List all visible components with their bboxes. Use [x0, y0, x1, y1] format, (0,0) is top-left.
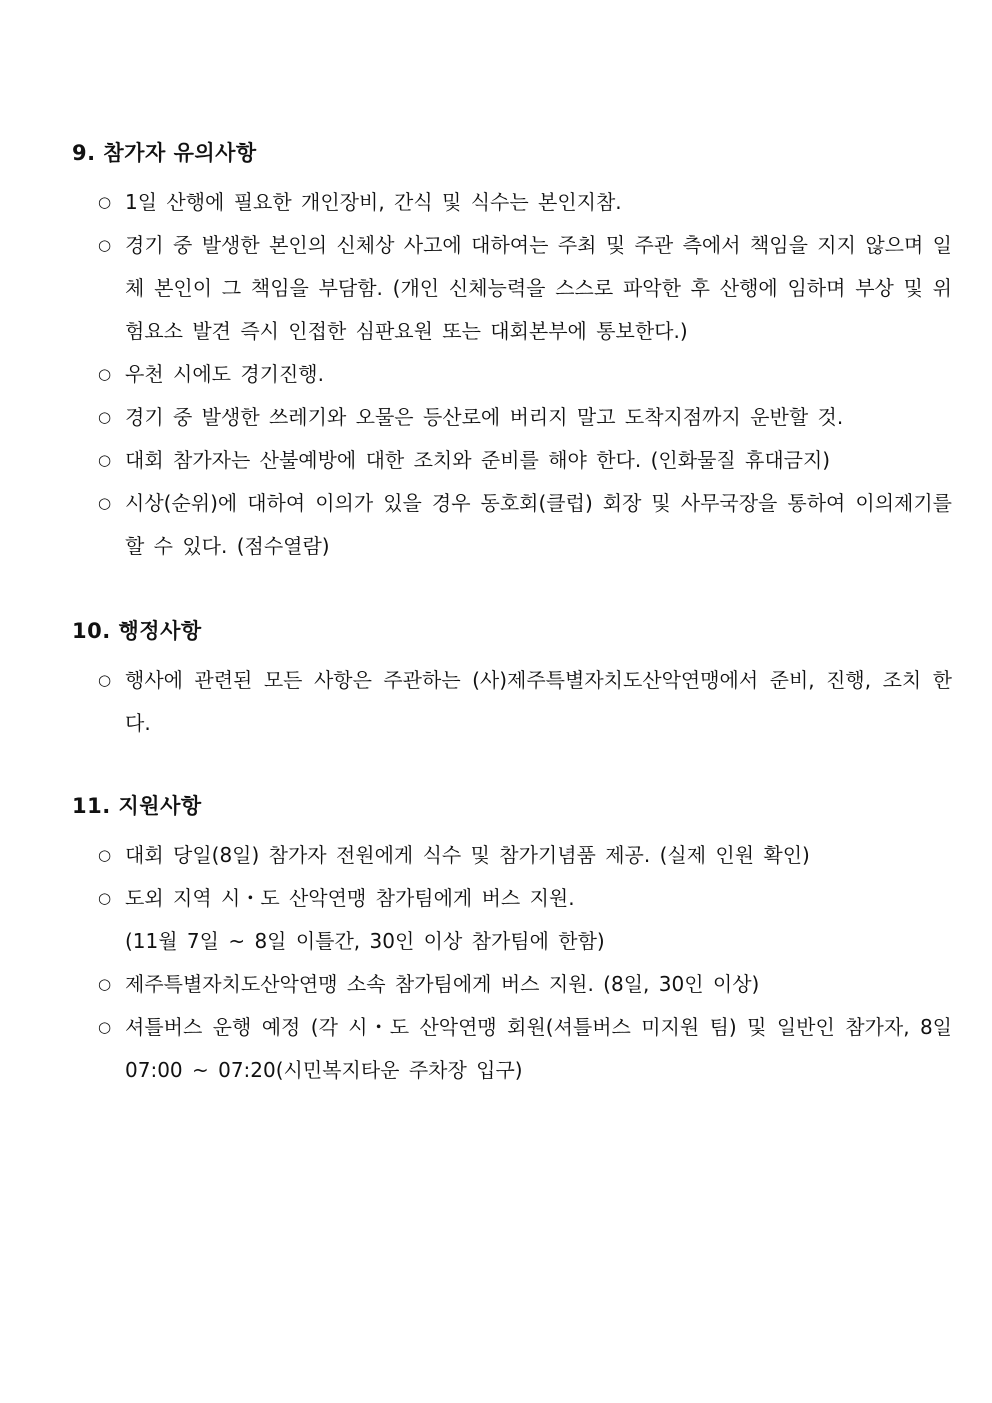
bullet-icon: ○: [98, 193, 112, 211]
list-item-text: 도외 지역 시・도 산악연맹 참가팀에게 버스 지원.: [125, 886, 575, 910]
list-item-text: 행사에 관련된 모든 사항은 주관하는 (사)제주특별자치도산악연맹에서 준비, 진행, 조치 한다.: [125, 668, 952, 735]
list-item-text: 셔틀버스 운행 예정 (각 시・도 산악연맹 회원(셔틀버스 미지원 팀) 및 일반인 참가자, 8일 07:00 ~ 07:20(시민복지타운 주차장 입구): [125, 1015, 952, 1082]
section-title: 11. 지원사항: [72, 794, 202, 818]
list-item: [72, 834, 952, 877]
bullet-icon: ○: [98, 975, 112, 993]
section-administration: [72, 617, 952, 745]
bullet-icon: ○: [98, 671, 112, 689]
bullet-icon: ○: [98, 1018, 112, 1036]
list-item: [72, 181, 952, 224]
list-item-text: 제주특별자치도산악연맹 소속 참가팀에게 버스 지원. (8일, 30인 이상): [125, 972, 760, 996]
bullet-icon: ○: [98, 889, 112, 907]
list-item-text: 경기 중 발생한 본인의 신체상 사고에 대하여는 주최 및 주관 측에서 책임을 지지 않으며 일체 본인이 그 책임을 부담함. (개인 신체능력을 스스로 파악한 후 산행에 임하며 부상 및 위험요소 발견 즉시 인접한 심판요원 또는 대회본부에 통보한다.): [125, 233, 952, 343]
list-item-continuation: [72, 920, 952, 963]
list-item: [72, 224, 952, 353]
list-item: [72, 963, 952, 1006]
bullet-icon: ○: [98, 451, 112, 469]
section-title: 9. 참가자 유의사항: [72, 141, 257, 165]
bullet-icon: ○: [98, 365, 112, 383]
list-item-text: (11월 7일 ~ 8일 이틀간, 30인 이상 참가팀에 한함): [125, 929, 605, 953]
list-item-text: 우천 시에도 경기진행.: [125, 362, 324, 386]
list-item-text: 대회 당일(8일) 참가자 전원에게 식수 및 참가기념품 제공. (실제 인원 확인): [125, 843, 810, 867]
list-item: [72, 659, 952, 745]
list-item-text: 경기 중 발생한 쓰레기와 오물은 등산로에 버리지 말고 도착지점까지 운반할 것.: [125, 405, 844, 429]
bullet-icon: ○: [98, 846, 112, 864]
bullet-icon: ○: [98, 236, 112, 254]
list-item-text: 시상(순위)에 대하여 이의가 있을 경우 동호회(클럽) 회장 및 사무국장을 통하여 이의제기를 할 수 있다. (점수열람): [125, 491, 952, 558]
section-title: 10. 행정사항: [72, 619, 202, 643]
section-participant-notes: [72, 139, 952, 568]
section-support: [72, 792, 952, 1092]
list-item: [72, 396, 952, 439]
list-item-text: 1일 산행에 필요한 개인장비, 간식 및 식수는 본인지참.: [125, 190, 622, 214]
list-item: [72, 1006, 952, 1092]
bullet-icon: ○: [98, 494, 112, 512]
bullet-icon: ○: [98, 408, 112, 426]
list-item: [72, 439, 952, 482]
list-item: [72, 353, 952, 396]
list-item: [72, 482, 952, 568]
list-item: [72, 877, 952, 920]
list-item-text: 대회 참가자는 산불예방에 대한 조치와 준비를 해야 한다. (인화물질 휴대금지): [125, 448, 831, 472]
